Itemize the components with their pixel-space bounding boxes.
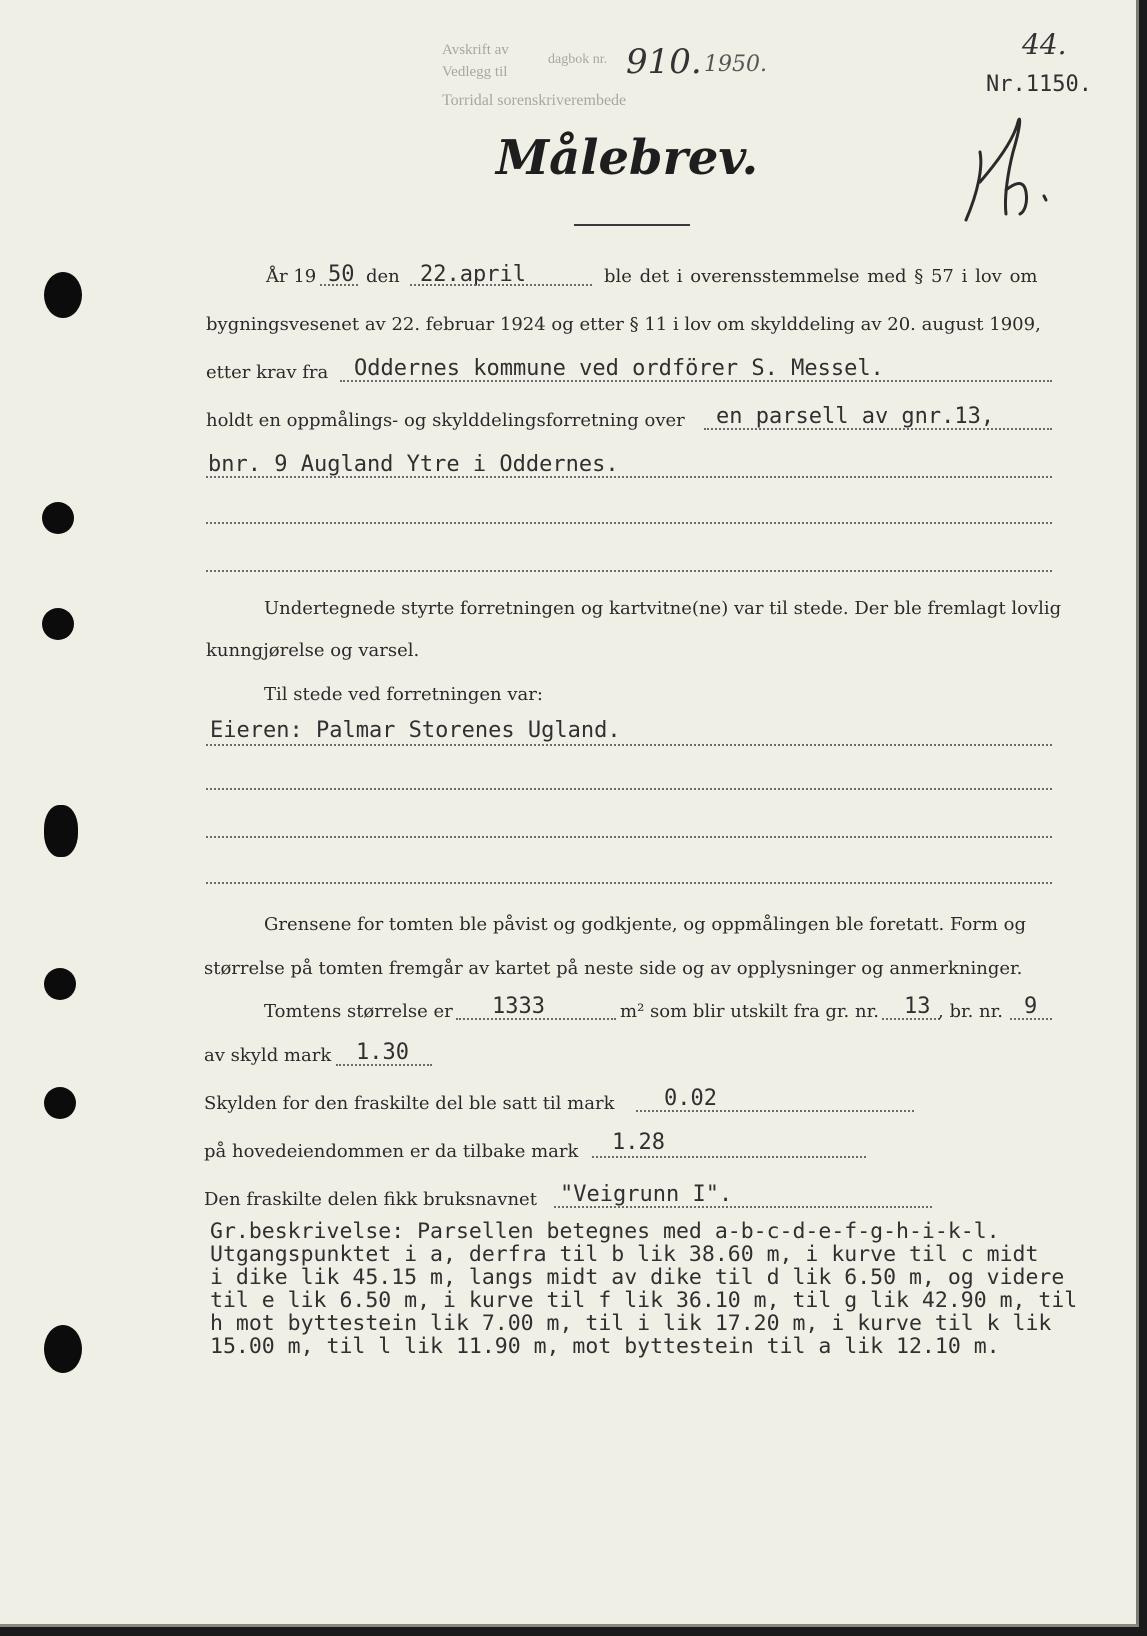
blank-line: [206, 522, 1052, 524]
size-field-line: [456, 1018, 616, 1020]
description-line: til e lik 6.50 m, i kurve til f lik 36.10 m, til g lik 42.90 m, til: [210, 1288, 1078, 1313]
title-ornament: [574, 224, 690, 226]
gr-nr-value: 13: [904, 994, 931, 1019]
date-field-line: [410, 284, 592, 286]
br-nr-value: 9: [1024, 994, 1038, 1019]
blank-line: [206, 788, 1052, 790]
boundaries-text-1: Grensene for tomten ble påvist og godkjente, og oppmålingen ble foretatt. Form og: [264, 914, 1027, 935]
punch-hole: [44, 968, 76, 1000]
stamp-office: Torridal sorenskriverembede: [442, 92, 627, 109]
present-field-line: [206, 744, 1052, 746]
description-line: i dike lik 45.15 m, langs midt av dike til d lik 6.50 m, og videre: [210, 1265, 1065, 1290]
bruksnavn-label: Den fraskilte delen fikk bruksnavnet: [204, 1189, 537, 1210]
page-title: Målebrev.: [496, 130, 759, 186]
present-value: Eieren: Palmar Storenes Ugland.: [210, 718, 621, 743]
boundaries-text-2: størrelse på tomten fremgår av kartet på neste side og av opplysninger og anmerkninger.: [204, 958, 1023, 979]
date-value: 22.april: [420, 262, 526, 287]
punch-hole: [44, 805, 78, 857]
skyld-value: 1.30: [356, 1040, 409, 1065]
punch-hole: [44, 1325, 82, 1373]
fraskilt-field-line: [636, 1110, 914, 1112]
gr-nr-field-line: [882, 1018, 940, 1020]
krav-field-line: [340, 380, 1052, 382]
fraskilt-value: 0.02: [664, 1086, 717, 1111]
description-line: Gr.beskrivelse: Parsellen betegnes med a-b-c-d-e-f-g-h-i-k-l.: [210, 1219, 1000, 1244]
bruksnavn-value: "Veigrunn I".: [560, 1182, 733, 1207]
punch-hole: [44, 1087, 76, 1119]
attendance-text-2: kunngjørelse og varsel.: [206, 640, 420, 661]
holdt-value: en parsell av gnr.13,: [716, 404, 995, 429]
year-suffix: 50: [328, 262, 355, 287]
blank-line: [206, 570, 1052, 572]
description-line: h mot byttestein lik 7.00 m, til i lik 17.20 m, i kurve til k lik: [210, 1311, 1052, 1336]
bruksnavn-field-line: [554, 1206, 932, 1208]
den-label: den: [366, 266, 400, 287]
punch-hole: [42, 502, 74, 534]
blank-line: [206, 882, 1052, 884]
stamp-vedlegg: Vedlegg til: [442, 64, 508, 80]
description-line: Utgangspunktet i a, derfra til b lik 38.60 m, i kurve til c midt: [210, 1242, 1039, 1267]
year-field-line: [320, 284, 358, 286]
intro-text-1: ble det i overensstemmelse med § 57 i lov om: [604, 266, 1038, 287]
intro-text-2: bygningsvesenet av 22. februar 1924 og etter § 11 i lov om skylddeling av 20. august 1909,: [206, 314, 1041, 335]
page-number: 44.: [1022, 28, 1067, 61]
size-unit-text: m² som blir utskilt fra gr. nr.: [620, 1001, 879, 1022]
signature: [958, 112, 1058, 232]
krav-value: Oddernes kommune ved ordförer S. Messel.: [354, 356, 884, 381]
punch-hole: [44, 272, 82, 318]
br-nr-field-line: [1010, 1018, 1052, 1020]
tilbake-label: på hovedeiendommen er da tilbake mark: [204, 1141, 579, 1162]
size-value: 1333: [492, 994, 545, 1019]
dagbok-number: 910.: [626, 42, 702, 82]
blank-line: [206, 836, 1052, 838]
stamp-dagbok: dagbok nr.: [548, 52, 608, 67]
size-label: Tomtens størrelse er: [264, 1001, 453, 1022]
holdt-label: holdt en oppmålings- og skylddelingsforretning over: [206, 410, 685, 431]
holdt-value-2: bnr. 9 Augland Ytre i Oddernes.: [208, 452, 619, 477]
description-block: [210, 1220, 1077, 1358]
holdt-field-line: [704, 428, 1052, 430]
krav-label: etter krav fra: [206, 362, 329, 383]
description-line: 15.00 m, til l lik 11.90 m, mot byttestein til a lik 12.10 m.: [210, 1334, 1000, 1359]
skyld-field-line: [336, 1064, 432, 1066]
year-prefix: År 19: [266, 266, 317, 287]
present-label: Til stede ved forretningen var:: [264, 684, 543, 705]
dagbok-year: 1950.: [704, 52, 767, 77]
holdt-field-line-2: [206, 476, 1052, 478]
attendance-text-1: Undertegnede styrte forretningen og kartvitne(ne) var til stede. Der ble fremlagt lovlig: [264, 598, 1062, 619]
stamp-avskrift: Avskrift av: [442, 42, 509, 58]
br-label: , br. nr.: [938, 1001, 1003, 1022]
fraskilt-label: Skylden for den fraskilte del ble satt til mark: [204, 1093, 615, 1114]
document-number: Nr.1150.: [986, 72, 1092, 97]
tilbake-field-line: [592, 1156, 866, 1158]
tilbake-value: 1.28: [612, 1130, 665, 1155]
skyld-label: av skyld mark: [204, 1045, 332, 1066]
punch-hole: [42, 608, 74, 640]
